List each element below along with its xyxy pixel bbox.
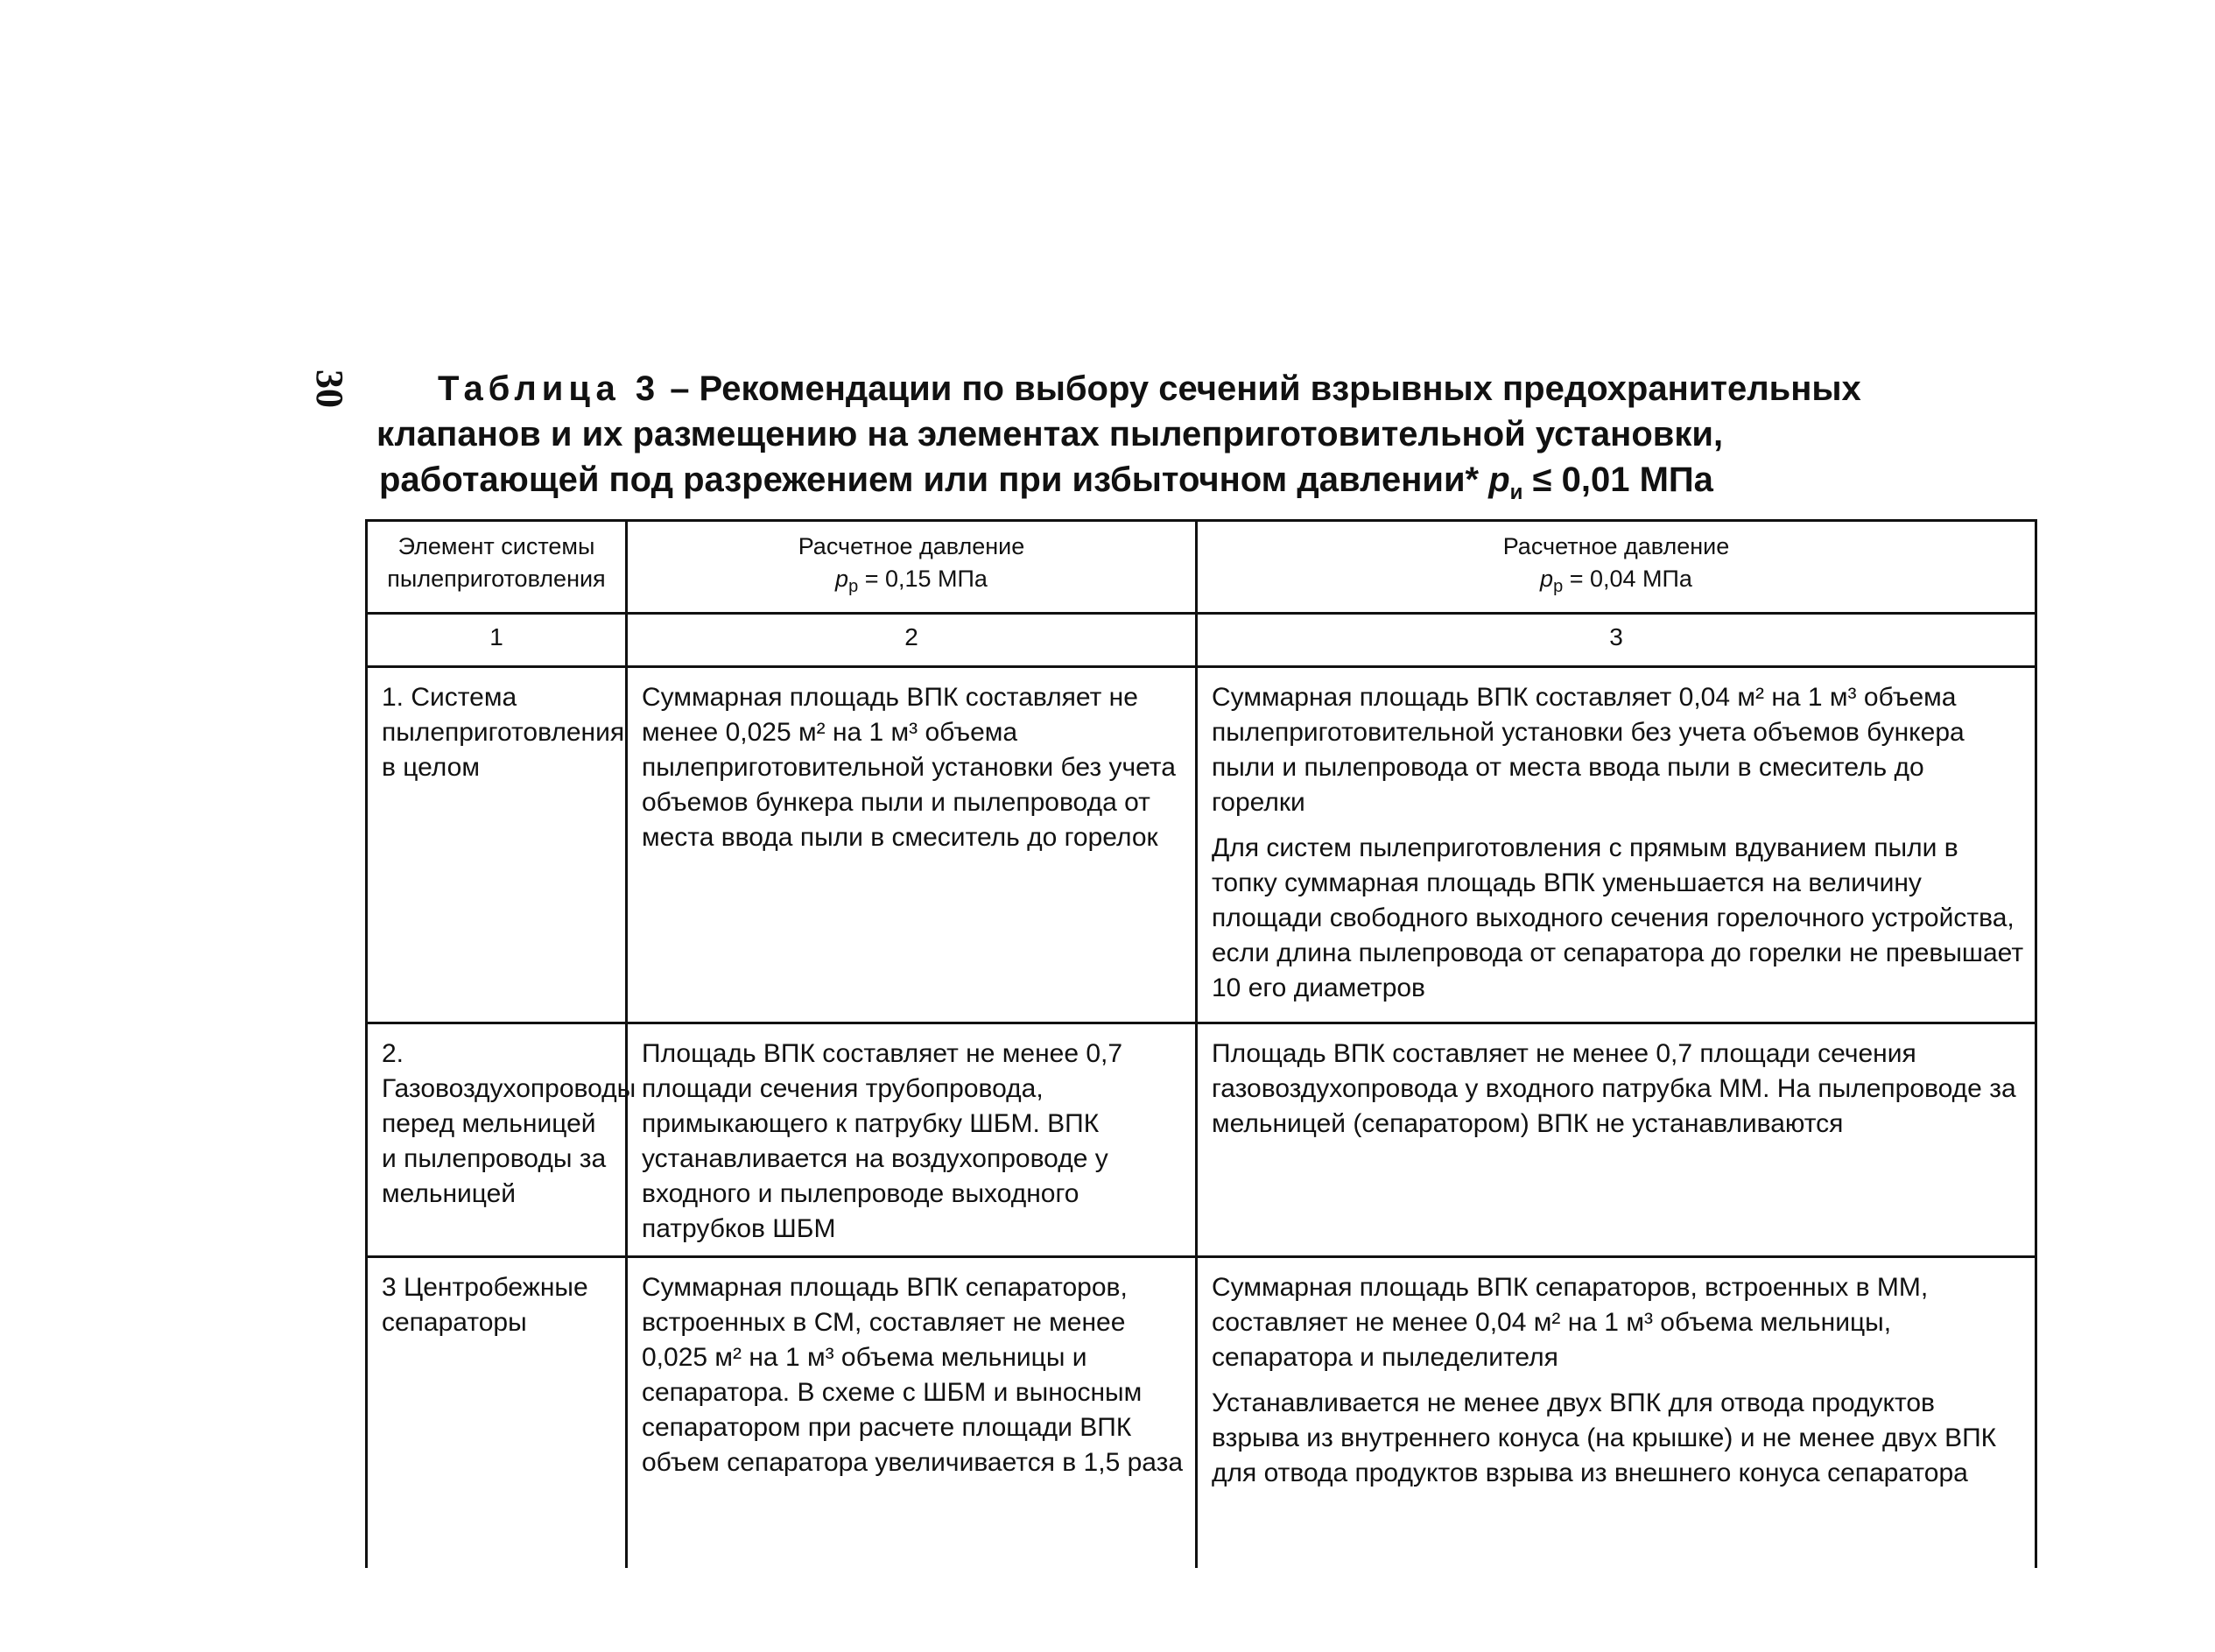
row-element: 1. Система пылеприготовления в целом <box>367 667 627 1023</box>
column-number: 2 <box>627 614 1197 667</box>
row-element: 3 Центробежные сепараторы <box>367 1257 627 1569</box>
cell-paragraph: Суммарная площадь ВПК сепараторов, встроенных в ММ, составляет не менее 0,04 м² на 1 м³ объема мельницы, сепаратора и пыледелителя <box>1212 1273 1929 1372</box>
row-element: 2. Газовоздухопроводы перед мельницей и пылепроводы за мельницей <box>367 1023 627 1257</box>
title-pressure-symbol: p <box>1488 460 1510 499</box>
recommendations-table <box>365 519 2037 1568</box>
header-element-line1: Элемент системы <box>397 533 595 559</box>
cell-paragraph: Для систем пылеприготовления с прямым вдуванием пыли в топку суммарная площадь ВПК уменьшается на величину площади свободного выходного сечения горелочного устройства, если длина пылепровода от сепаратора до горелки не превышает 10 его диаметров <box>1212 833 2024 1002</box>
header-pressure-004 <box>1197 521 2036 614</box>
title-prefix: Таблица 3 <box>438 369 661 408</box>
title-text-1: – Рекомендации по выбору сечений взрывных предохранительных <box>660 369 1861 408</box>
table-row <box>367 667 2036 1023</box>
row-col2 <box>627 667 1197 1023</box>
header-col3-line1: Расчетное давление <box>1502 533 1730 559</box>
column-number: 1 <box>367 614 627 667</box>
row-col3 <box>1197 1257 2036 1569</box>
header-col3-subscript: р <box>1553 577 1564 596</box>
column-number: 3 <box>1197 614 2036 667</box>
header-col2-subscript: р <box>848 577 859 596</box>
header-col2-value: = 0,15 МПа <box>858 566 988 592</box>
header-col3-symbol: p <box>1540 566 1554 592</box>
row-col3 <box>1197 1023 2036 1257</box>
row-col2 <box>627 1023 1197 1257</box>
table-row <box>367 1257 2036 1569</box>
cell-paragraph: Площадь ВПК составляет не менее 0,7 площади сечения трубопровода, примыкающего к патрубку ШБМ. ВПК устанавливается на воздухопроводе у входного и пылепроводе выходного патрубков ШБМ <box>642 1039 1123 1243</box>
table-title <box>376 366 1979 516</box>
row-col2 <box>627 1257 1197 1569</box>
header-col2-line1: Расчетное давление <box>798 533 1025 559</box>
header-col3-line2 <box>1205 563 2028 603</box>
row-col3 <box>1197 667 2036 1023</box>
cell-paragraph: Суммарная площадь ВПК составляет не менее 0,025 м² на 1 м³ объема пылеприготовительной установки без учета объемов бункера пыли и пылепровода от места ввода пыли в смеситель до горелок <box>642 683 1176 852</box>
column-number-row <box>367 614 2036 667</box>
header-col2-line2 <box>635 563 1188 603</box>
title-text-3a: работающей под разрежением или при избыточном давлении* <box>379 460 1489 499</box>
table-row <box>367 1023 2036 1257</box>
title-line-3 <box>376 457 1979 516</box>
cell-paragraph: Суммарная площадь ВПК составляет 0,04 м² на 1 м³ объема пылеприготовительной установки без учета объемов бункера пыли и пылепровода от места ввода пыли в смеситель до горелки <box>1212 683 1965 817</box>
cell-paragraph: Суммарная площадь ВПК сепараторов, встроенных в СМ, составляет не менее 0,025 м² на 1 м³ объема мельницы и сепаратора. В схеме с ШБМ и выносным сепаратором при расчете площади ВПК объем сепаратора увеличивается в 1,5 раза <box>642 1273 1184 1477</box>
cell-paragraph: Устанавливается не менее двух ВПК для отвода продуктов взрыва из внутреннего конуса (на крышке) и не менее двух ВПК для отвода продуктов взрыва из внешнего конуса сепаратора <box>1212 1388 1997 1487</box>
header-element <box>367 521 627 614</box>
header-element-line2: пылеприготовления <box>387 566 606 592</box>
header-pressure-015 <box>627 521 1197 614</box>
cell-paragraph: Площадь ВПК составляет не менее 0,7 площади сечения газовоздухопровода у входного патрубка ММ. На пылепроводе за мельницей (сепаратором) ВПК не устанавливаются <box>1212 1039 2016 1138</box>
header-row <box>367 521 2036 614</box>
title-text-3b: ≤ 0,01 МПа <box>1522 460 1713 499</box>
header-col2-symbol: p <box>835 566 849 592</box>
header-col3-value: = 0,04 МПа <box>1563 566 1692 592</box>
title-line-1 <box>376 366 1979 411</box>
page-number: 30 <box>308 369 351 408</box>
title-pressure-subscript: и <box>1509 481 1523 504</box>
title-line-2: клапанов и их размещению на элементах пылеприготовительной установки, <box>376 415 1724 453</box>
